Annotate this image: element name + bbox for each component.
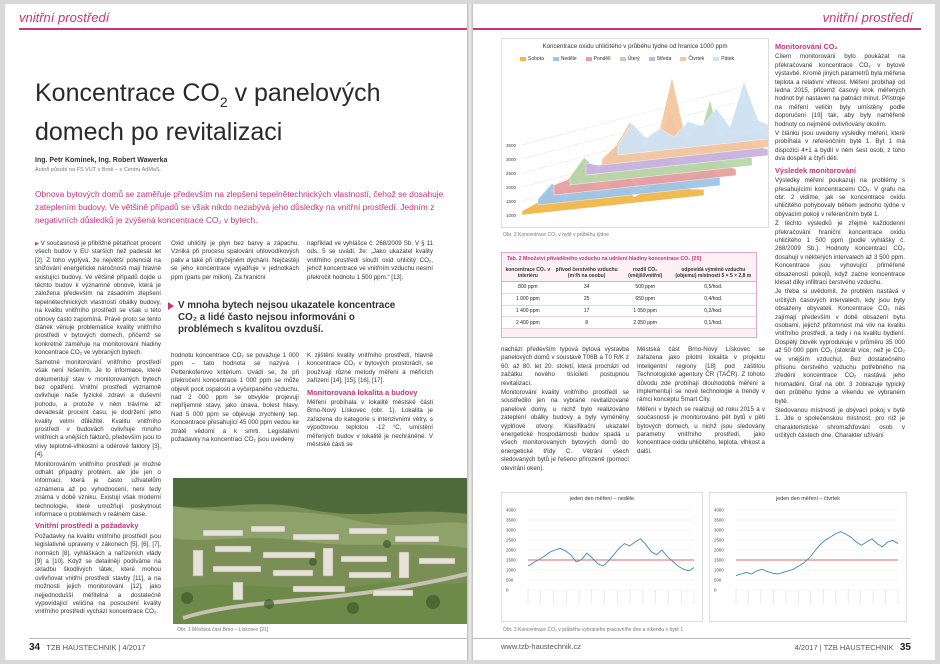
legend-label: Pátek: [721, 56, 735, 62]
paragraph: hodnotu koncentrace CO₂ se považuje 1 000 ppm – tato hodnota se nazývá i Pettenkoferovo kritérium. Uvádí se, že při překročení koncentrace 1 000 ppm se může objevit pocit ospalosti a vyčerpaného vzduchu, nad 2 000 ppm se obvykle projevují nepříjemné stavy, jako únava, bolest hlavy. Nad 5 000 ppm se objevuje zrychlený tep. Koncentrace přesahující 45 000 ppm vedou ke ztrátě vědomí a k smrti. Legislativní požadavky na koncentraci CO₂ jsou uvedeny: [171, 352, 299, 444]
table-header-cell: rozdíl CO₂ (vnější/vnitřní): [620, 265, 671, 282]
aerial-photo-lískovec: [173, 478, 467, 624]
legend-item: [713, 56, 734, 62]
paragraph: ▶ V současnosti je přibližně pětatřicet procent všech budov v EU starších než padesát let [2]. Z toho vyplývá, že největší potenciál na snižování energetické náročnosti mají hlavně existující budovy. Ve většině případů dojde u těchto budov k významné obnově, která je založena především na zásadním zlepšení tepelnětechnických vlastností obálky budovy, na kvalitu vnitřního prostředí se však u této obnovy často zapomíná. Právě proto se tento článek věnuje problematice kvality vnitřního prostředí v bytových domech, přičemž se konkrétně zaměřuje na monitorování hladiny koncentrace CO₂ ve vybraných bytech.: [35, 240, 161, 358]
table-row: [502, 293, 756, 305]
paragraph: například ve vyhlášce č. 268/2009 Sb. V § 11 ods. 5 se uvádí, že: „Jako ukazatel kvality vnitřního prostředí slouží oxid uhličitý CO₂, jehož koncentrace ve vnitřním vzduchu nesmí překročit hodnotu 1 500 ppm.“ [13].: [307, 240, 433, 281]
table-cell: 0,4/hod.: [671, 293, 756, 305]
y-tick-label: 2000: [506, 547, 516, 553]
table-cell: 8: [554, 317, 620, 329]
paragraph: Požadavky na kvalitu vnitřního prostředí jsou legislativně upraveny v zákonech [5], [6], [7], normách [8], vyhláškách a nařízeních vlády [9] a [10]. Když se detailněji podíváme na skladbu škodlivých látek, které mohou ovlivňovat vnitřní prostředí stavby [11], a na možnosti jejich monitorování [12], jako nejjednodušší měřitelná a dostatečně vypovídající veličina na posouzení kvality vnitřního prostředí vychází koncentrace CO₂.: [35, 532, 161, 616]
series-line: [736, 532, 898, 576]
text-column-2-top: [171, 240, 299, 290]
paragraph: Měření probíhala v lokalitě městské části Brno-Nový Lískovec (obr. 1). Lokalita je zařazena do kategorie s intenzivními větry, s výpočtovou teplotou -12 °C, umístění měřených budov v lokalitě je nechráněné. V městské části se: [307, 399, 433, 449]
table-row: [502, 305, 756, 317]
paragraph: Oxid uhličitý je plyn bez barvy a zápachu. Vzniká při procesu spalování uhlovodíkových paliv a také při obyčejném dýchání. Nejčastěji se jeho koncentrace vyjadřuje v jednotkách ppm (parts per milion). Za hraniční: [171, 240, 299, 281]
page-number-left: 34: [29, 642, 41, 653]
table-header-cell: koncentrace CO₂ v interiéru: [502, 265, 554, 282]
chart-title: jeden den měření – čtvrtek: [776, 496, 840, 502]
chart-legend: [520, 56, 734, 62]
legend-swatch: [649, 57, 655, 61]
y-tick-label: 1500: [506, 199, 517, 204]
paragraph: Monitorováním vnitřního prostředí je možné odhalit případný problém, ale jde jen o informaci, která je často uživatelům oznámena až po vyhodnocení, není tedy známa v době vzniku. Existují však moderní technologie, které umožňují poskytnout informace o problémech v reálném čase.: [35, 460, 161, 518]
y-tick-label: 1000: [506, 567, 516, 573]
y-tick-label: 1000: [506, 213, 517, 218]
table-cell: 2 050 ppm: [620, 317, 671, 329]
table-cell: 2 400 ppm: [502, 317, 554, 329]
legend-item: [520, 56, 544, 62]
table-cell: 800 ppm: [502, 282, 554, 294]
chart-title: Koncentrace oxidu uhličitého v průběhu týdne od hranice 1000 ppm: [542, 43, 728, 50]
legend-label: Úterý: [627, 56, 640, 62]
footer-right: [795, 642, 911, 653]
y-tick-label: 4000: [714, 507, 724, 513]
y-tick-label: 3000: [506, 157, 517, 162]
subheading: Monitorování CO₂: [775, 42, 838, 51]
table-title: Tab. 2 Množství přiváděného vzduchu na udržení hladiny koncentrace CO₂ [20]: [507, 256, 702, 262]
magazine-label-left: TZB HAUSTECHNIK | 4/2017: [46, 643, 146, 652]
legend-swatch: [520, 57, 526, 61]
right-page: [473, 4, 935, 660]
legend-swatch: [620, 57, 626, 61]
thursday-chart-plot: [710, 504, 906, 622]
air-supply-table: [502, 265, 756, 329]
table-cell: 1 050 ppm: [620, 305, 671, 317]
paragraph: V článku jsou uvedeny výsledky měření, které probíhala v referenčním bytě 1. Byt 1 má dispozici 4+1 a bydlí v něm šest osob, z toho dva dospělí a čtyři děti.: [775, 130, 905, 163]
thursday-co2-chart: [709, 492, 907, 622]
paragraph: Výsledky měření poukazují na problémy s přesahujícími koncentracemi CO₂. V grafu na obr. 2 vidíme, jak se koncentrace oxidu uhličitého pohybovaly během jednoho týdne v obývacím pokoji v referenčním bytě 1.: [775, 177, 905, 218]
y-tick-label: 2000: [506, 185, 517, 190]
legend-item: [680, 56, 704, 62]
y-tick-label: 1500: [506, 557, 516, 563]
y-tick-label: 2500: [714, 537, 724, 543]
y-tick-label: 3500: [506, 143, 517, 148]
table-cell: 25: [554, 293, 620, 305]
paragraph: Je třeba si uvědomit, že problém nastává v určitých časových intervalech, kdy jsou byty obsazeny obyvateli. Koncentrace CO₂ nás zajímají především v době obsazení bytu osobami, jejichž přítomnost má vliv na kvalitu vnitřního prostředí, a tedy i na kvalitu bydlení. Dospělý člověk vyprodukuje v průměru 35 000 až 50 000 ppm CO₂ (stokrát více, než je CO₂ ve vnějším vzduchu). Bez dostatečného přísunu čerstvého vzduchu potřebného na zředění koncentrace CO₂ nastává jeho hromadění. Graf na obr. 3 zobrazuje typický den průběhu týdne a víkendu ve vybraném bytě.: [775, 288, 905, 405]
paragraph: nachází především typová bytová výstavba panelových domů v soustavě T06B a T0 R/K z 60. až 80. let 20. století, která prochází od začátku nového tisíciletí postupnou revitalizací.: [501, 346, 629, 387]
subheading: Monitorovaná lokalita a budovy: [307, 387, 418, 397]
subheading: Vnitřní prostředí a požadavky: [35, 521, 139, 531]
table-cell: 34: [554, 282, 620, 294]
text-column-2-bottom: [171, 352, 299, 472]
text-column-3-top: [307, 240, 433, 290]
article-title: Koncentrace $CO_2$ v panelových domech po revitalizaci: [35, 79, 381, 146]
chart-caption-week: Obr. 2 Koncentrace CO₂ v bytě v průběhu týdne: [503, 232, 609, 238]
paragraph: Samotné monitorování vnitřního prostředí však není řešením. Je to informace, které dokumentují stav v monitorovaných bytech bez opatření. Vnitřní prostředí významně ovlivňuje naše fyzické zdraví a duševní pohodu, a protože v něm trávíme až devadesát procent času, je dodržení jeho kvality velmi důležité. Kvalitu vnitřního prostředí v budovách ovlivňuje mnoho vnitřních a vnějších faktorů, především jsou to vlivy teplotně-vlhkostní a odérové faktory [3], [4].: [35, 358, 161, 459]
y-tick-label: 1500: [714, 557, 724, 563]
legend-item: [586, 56, 611, 62]
y-tick-label: 500: [714, 577, 722, 583]
y-tick-label: 3500: [714, 517, 724, 523]
legend-swatch: [713, 57, 719, 61]
article-authors: Ing. Petr Komínek, Ing. Robert Wawerka: [35, 157, 168, 164]
magazine-label-right: 4/2017 | TZB HAUSTECHNIK: [794, 643, 894, 652]
table-row: [502, 317, 756, 329]
air-supply-table-box: [501, 252, 757, 338]
text-column-1: [35, 240, 161, 636]
legend-label: Čtvrtek: [688, 56, 705, 62]
author-affiliation: Autoři působí na FS VUT v Brně – v Centru AdMaS.: [35, 167, 162, 173]
paragraph: Monitorování kvality vnitřního prostředí se soustředilo jen na vybrané revitalizované panelové domy, u nichž bylo realizováno zateplení obálky budovy a byly vyměněny výplňové otvory. Klasifikační ukazatel energetické hospodárnosti budov spadá u všech monitorovaných bytových domů do energetické třídy C. Větrání všech sledovaných bytů je řešeno přirozeně (pomocí otevírání oken).: [501, 389, 629, 472]
sunday-chart-plot: [502, 504, 702, 622]
y-tick-label: 3500: [506, 517, 516, 523]
left-page: [5, 4, 467, 660]
legend-item: [649, 56, 672, 62]
table-cell: 17: [554, 305, 620, 317]
table-header-cell: odpovídá výměně vzduchu (objemu) místnosti 5 × 5 × 2,8 m: [671, 265, 756, 282]
paragraph: Cílem monitorování bylo poukázat na překračované koncentrace CO₂ v bytové výstavbě. Kromě jiných parametrů byla měřena teplota a relativní vlhkost. Měření probíhají od ledna 2015, přičemž časový krok měřených hodnot byl nastaven na patnáct minut. Přístroje na měření veličin byly umístěny podle doporučení [19] tak, aby byly naměřené hodnoty co nejméně ovlivňovány okolím.: [775, 53, 905, 128]
footer-left: [29, 642, 145, 653]
y-tick-label: 3000: [714, 527, 724, 533]
table-cell: 0,5/hod.: [671, 282, 756, 294]
article-lead: Obnova bytových domů se zaměřuje především na zlepšení tepelnětechnických vlastností, čehož se dosahuje zateplením budovy. Ve většině případů se však nikdo nezabývá jeho důsledky na vnitřní prostředí. Jedním z negativních důsledků je zvýšená koncentrace CO₂ v bytech.: [35, 189, 444, 225]
y-tick-label: 1000: [714, 567, 724, 573]
legend-label: Neděle: [560, 56, 577, 62]
footer-rule-left: [29, 638, 467, 639]
y-tick-label: 3000: [506, 527, 516, 533]
series-line: [528, 539, 694, 571]
sunday-co2-chart: [501, 492, 703, 622]
paragraph: K zjištění kvality vnitřního prostředí, hlavně koncentrace CO₂ v bytových prostorách, se používají různé metody měření a měřicích zařízení [14], [15], [16], [17].: [307, 352, 433, 385]
table-row: [502, 282, 756, 294]
legend-label: Středa: [656, 56, 672, 62]
chart-title: jeden den měření – neděle: [569, 496, 635, 502]
legend-item: [620, 56, 640, 62]
paragraph: Z těchto výsledků je zřejmé každodenní překračování hraniční koncentrace oxidu uhličitého 1 500 ppm (podle vyhlášky č. 268/2009 Sb.). Hodnoty koncentrací CO₂ dosahují v některých intervalech až 3 500 ppm. Koncentrace jsou vyhovující přiměřené obsazenosti pokojů, když začne koncentrace klesat díky infiltraci čerstvého vzduchu.: [775, 220, 905, 286]
legend-swatch: [680, 57, 686, 61]
right-text-column-1: [501, 346, 629, 488]
y-tick-label: 2500: [506, 537, 516, 543]
footer-web: www.tzb-haustechnik.cz: [501, 642, 582, 651]
y-tick-label: 500: [506, 577, 514, 583]
subheading: Výsledek monitorování: [775, 165, 856, 175]
paragraph: Měření v bytech se realizují od roku 2015 a v současnosti je monitorováno pět bytů v pěti bytových domech, u nichž jsou sledovány parametry vnitřního prostředí, jako koncentrace oxidu uhličitého, teplota, vlhkost a další.: [637, 405, 765, 455]
y-tick-label: 0: [714, 587, 717, 593]
table-cell: 500 ppm: [620, 282, 671, 294]
table-header-cell: přívod čerstvého vzduchu (m³/h na osobu): [554, 265, 620, 282]
y-tick-label: 4000: [506, 507, 516, 513]
header-rule-right: [473, 28, 921, 30]
legend-swatch: [553, 57, 559, 61]
legend-item: [553, 56, 577, 62]
paragraph: Městská část Brno-Nový Lískovec se zařazena jako pilotní lokalita v projektu Inteligentní regiony [18] pod záštitou Technologické agentury ČR (TAČR). Z tohoto důvodu zde probíhají dlouhodobá měření a implementují se nové technologie a trendy v rámci konceptu Smart City.: [637, 346, 765, 404]
text-column-3-bottom: [307, 352, 433, 472]
legend-label: Sobota: [528, 56, 544, 62]
chart-caption-days: Obr. 3 Koncentrace CO₂ v průběhu vybraného pracovního dne a víkendu v bytě 1: [503, 627, 684, 633]
table-cell: 0,1/hod.: [671, 317, 756, 329]
table-cell: 0,2/hod.: [671, 305, 756, 317]
table-cell: 650 ppm: [620, 293, 671, 305]
weekly-chart-plot: [502, 67, 768, 227]
y-tick-label: 2500: [506, 171, 517, 176]
weekly-co2-chart: [501, 38, 769, 228]
paragraph: Sledovanou místností je obývací pokoj v bytě 1. Jde o společenskou místnost, pro níž je charakteristické shromažďování osob v určitých částech dne. Charakter užívání: [775, 407, 905, 440]
footer-rule-right: [473, 638, 911, 639]
photo-caption: Obr. 1 Městská část Brno – Lískovec [21]: [177, 627, 269, 633]
pull-quote: V mnoha bytech nejsou ukazatele koncentrace CO₂ a lidé často nejsou informováni o problémech s kvalitou ovzduší.: [168, 300, 400, 336]
legend-swatch: [586, 57, 592, 61]
header-rule-left: [19, 28, 467, 30]
section-header-right: vnitřní prostředí: [822, 10, 913, 25]
y-tick-label: 0: [506, 587, 509, 593]
right-text-column-2: [637, 346, 765, 488]
table-cell: 1 400 ppm: [502, 305, 554, 317]
y-tick-label: 2000: [714, 547, 724, 553]
table-cell: 1 000 ppm: [502, 293, 554, 305]
legend-label: Pondělí: [593, 56, 611, 62]
page-number-right: 35: [899, 642, 911, 653]
section-header-left: vnitřní prostředí: [19, 10, 110, 25]
